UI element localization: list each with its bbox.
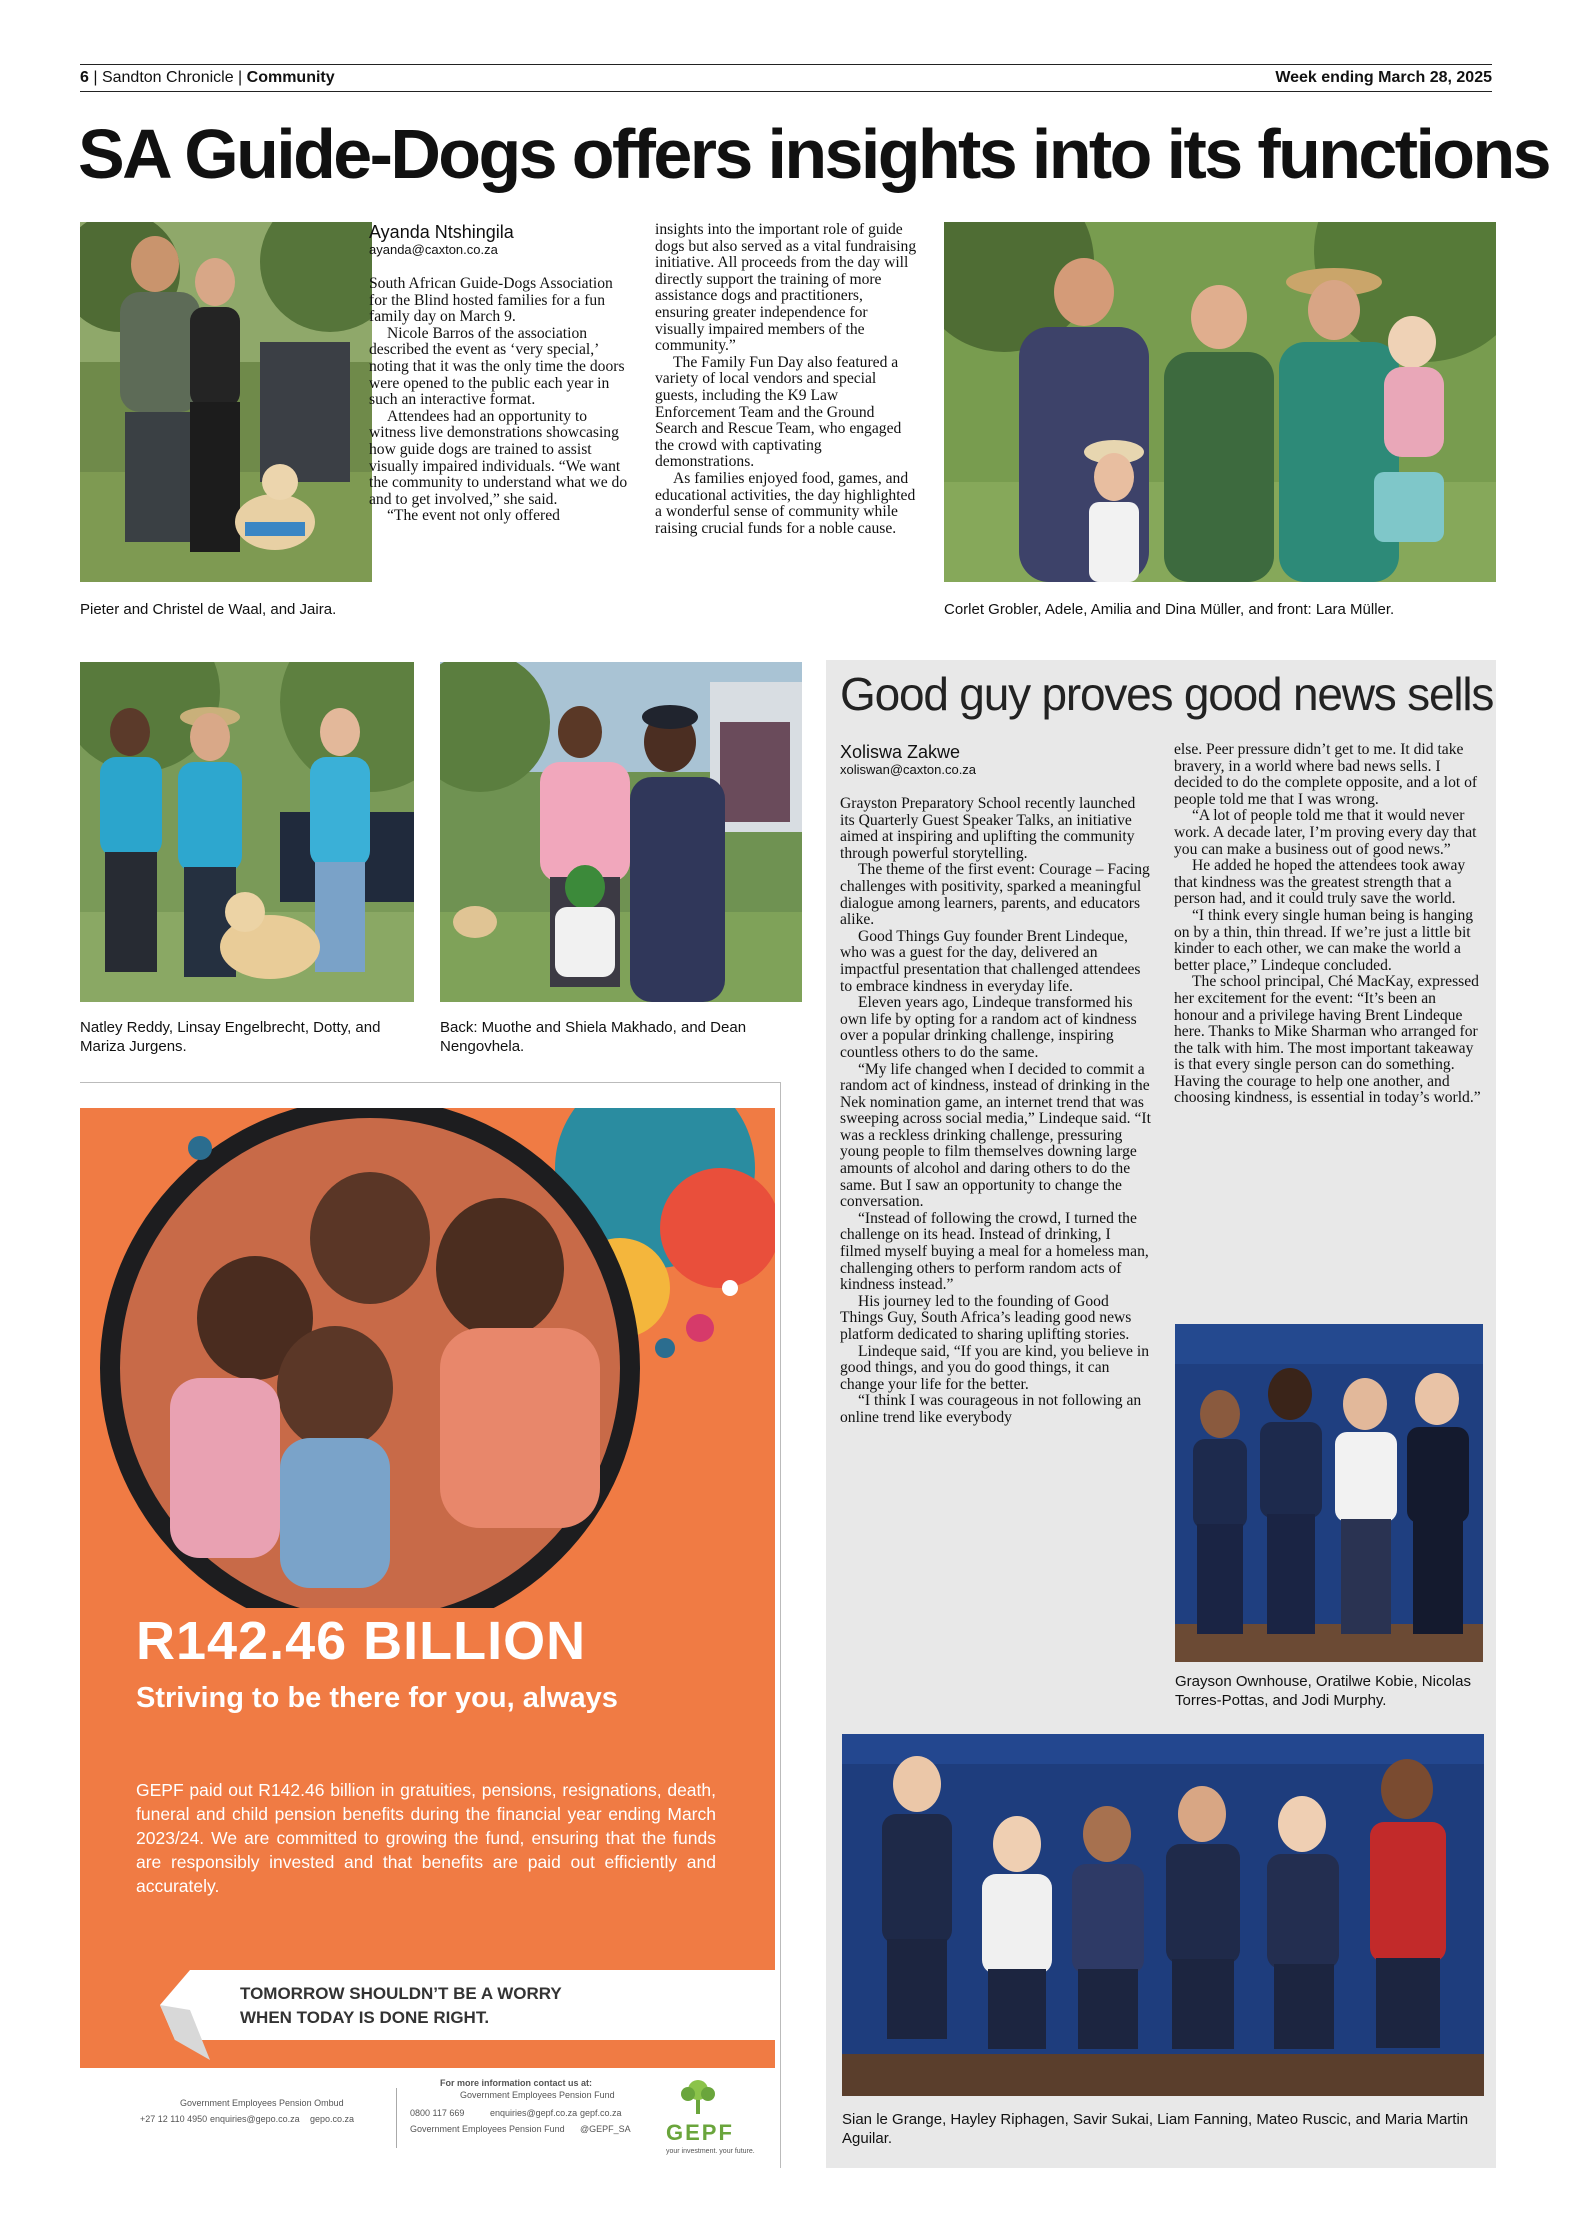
paragraph: He added he hoped the attendees took away that kindness was the greatest strength that a person had, and it could truly save the world. [1174,857,1466,908]
ad-banner-line1: TOMORROW SHOULDN’T BE A WORRY [240,1984,562,2003]
divider [780,1082,781,2168]
paragraph: “I think every single human being is hanging on by a thin, thin thread. If we’re just a little bit kinder to each other, we can make the world a better place,” Lindeque concluded. [1174,906,1474,974]
article1-headline: SA Guide-Dogs offers insights into its functions [78,115,1549,193]
ad-ombud-phone: +27 12 110 4950 [140,2114,208,2124]
photo-volunteers-dog [80,662,414,1002]
ad-footer [80,2068,775,2168]
paragraph: The theme of the first event: Courage – Facing challenges with positivity, sparked a meaningful dialogue among learners, parents, and educators alike. [840,861,1150,929]
article2-col1 [840,742,1152,1427]
author-name: Ayanda Ntshingila [369,222,514,242]
ad-fund-name: Government Employees Pension Fund [460,2090,615,2100]
author-email: xoliswan@caxton.co.za [840,762,977,777]
paragraph: “The event not only offered [387,507,560,525]
caption-muller-family: Corlet Grobler, Adele, Amilia and Dina Müller, and front: Lara Müller. [944,601,1395,618]
author-email: ayanda@caxton.co.za [369,242,498,257]
caption-volunteers: Natley Reddy, Linsay Engelbrecht, Dotty, and Mariza Jurgens. [80,1019,381,1055]
paragraph: The school principal, Ché MacKay, expressed her excitement for the event: “It’s been an honour and a privilege having Brent Lindeque here. Thanks to Mike Sharman who arranged for the talk with him. The most important takeaway is that every single person can do something. Having the courage to help one another, and choosing kindness, is essential in today’s world.” [1174,973,1481,1107]
issue-date: Week ending March 28, 2025 [1275,69,1492,86]
paragraph: “Instead of following the crowd, I turned the challenge on its head. Instead of drinking, I filmed myself buying a meal for a homeless man, challenging others to perform random acts of kindness instead.” [840,1209,1149,1294]
paragraph: Lindeque said, “If you are kind, you believe in good things, and you do good things, it can change your life for the better. [840,1342,1149,1393]
ad-body: GEPF paid out R142.46 billion in gratuities, pensions, resignations, death, funeral and child pension benefits during the financial year ending March 2023/24. We are committed to growing the fund, ensuring that the funds are responsibly invested and that benefits are paid out efficiently and accurately. [136,1780,716,1896]
paragraph: “I think I was courageous in not following an online trend like everybody [840,1392,1142,1426]
ad-phone: 0800 117 669 [410,2108,465,2118]
ad-facebook: Government Employees Pension Fund [410,2124,565,2134]
ad-web: gepf.co.za [580,2108,622,2118]
paragraph: Good Things Guy founder Brent Lindeque, who was a guest for the day, delivered an impactful presentation that challenged attendees to embrace kindness in everyday life. [840,927,1141,995]
ad-ombud-web: gepo.co.za [310,2114,355,2124]
ad-contact-heading: For more information contact us at: [440,2078,593,2088]
ad-email: enquiries@gepf.co.za [490,2108,578,2118]
paragraph: The Family Fun Day also featured a variety of local vendors and special guests, including the K9 Law Enforcement Team and the Ground Search and Rescue Team, who engaged the crowd with captivating demonstrations. [655,353,902,471]
paragraph: “My life changed when I decided to commit a random act of kindness, instead of drinking in the Nek nomination game, an internet trend that was sweeping across social media,” Lindeque said. “It was a reckless drinking challenge, pressuring young people to film themselves downing large amounts of alcohol and daring others to do the same. But I saw an opportunity to change the conversation. [840,1060,1151,1211]
gepf-advert [80,1108,775,2168]
paragraph: As families enjoyed food, games, and educational activities, the day highlighted a wonderful sense of community while raising crucial funds for a noble cause. [655,469,916,537]
author-name: Xoliswa Zakwe [840,742,961,762]
paragraph: Nicole Barros of the association described the event as ‘very special,’ noting that it was the only time the doors were opened to the public each year in such an interactive format. [369,324,625,409]
publication-name: Sandton Chronicle [101,69,234,86]
ad-ombud-email: enquiries@gepo.co.za [210,2114,300,2124]
divider [80,1082,780,1083]
ad-headline: R142.46 BILLION [136,1611,587,1671]
photo-six-learners [842,1734,1484,2096]
article1-col1 [369,222,631,525]
ad-subhead: Striving to be there for you, always [136,1682,618,1714]
paragraph: Grayston Preparatory School recently launched its Quarterly Guest Speaker Talks, an initiative aimed at inspiring and uplifting the community through powerful storytelling. [840,795,1136,862]
paragraph: His journey led to the founding of Good Things Guy, South Africa’s leading good news platform dedicated to sharing uplifting stories. [840,1292,1132,1343]
paragraph: “A lot of people told me that it would never work. A decade later, I’m proving every day that you can make a business out of good news.” [1174,807,1477,858]
gepf-logo: GEPF [666,2120,734,2145]
photo-muller-family [944,222,1496,582]
caption-six-learners: Sian le Grange, Hayley Riphagen, Savir Sukai, Liam Fanning, Mateo Ruscic, and Maria Martin Aguilar. [842,2111,1469,2147]
gepf-logo-tagline: your investment. your future. [666,2148,755,2155]
tree-icon [678,2076,718,2116]
divider [396,2088,397,2148]
section-name: Community [246,69,335,86]
page-header: 6 | Sandton Chronicle | Community Week ending March 28, 2025 [80,64,1492,92]
article2-col2 [1174,742,1484,1107]
ad-family-illustration [80,1108,775,1608]
caption-four-learners: Grayson Ownhouse, Oratilwe Kobie, Nicolas Torres-Pottas, and Jodi Murphy. [1175,1673,1471,1709]
article1-col2 [655,222,917,537]
ad-banner [80,1970,775,2060]
paragraph: else. Peer pressure didn’t get to me. It did take bravery, in a world where bad news sells. I decided to do the complete opposite, and a lot of people told me that I was wrong. [1174,741,1478,808]
paragraph: Eleven years ago, Lindeque transformed his own life by opting for a random act of kindness over a popular drinking challenge, inspiring countless others to do the same. [840,994,1137,1061]
ad-banner-text [240,1982,562,2030]
ad-banner-line2: WHEN TODAY IS DONE RIGHT. [240,2008,490,2027]
paragraph: Attendees had an opportunity to witness live demonstrations showcasing how guide dogs are trained to assist visually impaired individuals. “We want the community to understand what we do and to get involved,” she said. [369,407,628,508]
paragraph: South African Guide-Dogs Association for the Blind hosted families for a fun family day on March 9. [369,275,613,326]
photo-makhado-family [440,662,802,1002]
caption-de-waal: Pieter and Christel de Waal, and Jaira. [80,601,337,618]
photo-de-waal [80,222,372,582]
ad-ombud: Government Employees Pension Ombud [180,2098,344,2108]
ad-social: @GEPF_SA [580,2124,631,2134]
photo-four-learners [1175,1324,1483,1662]
paragraph: insights into the important role of guide dogs but also served as a vital fundraising initiative. All proceeds from the day will directly support the training of more assistance dogs and practitioners, ensuring greater independence for visually impaired members of the community.” [655,221,917,355]
caption-makhado-family: Back: Muothe and Shiela Makhado, and Dean Nengovhela. [440,1019,747,1055]
page-number: 6 [80,69,89,86]
article2-headline: Good guy proves good news sells [840,668,1494,720]
